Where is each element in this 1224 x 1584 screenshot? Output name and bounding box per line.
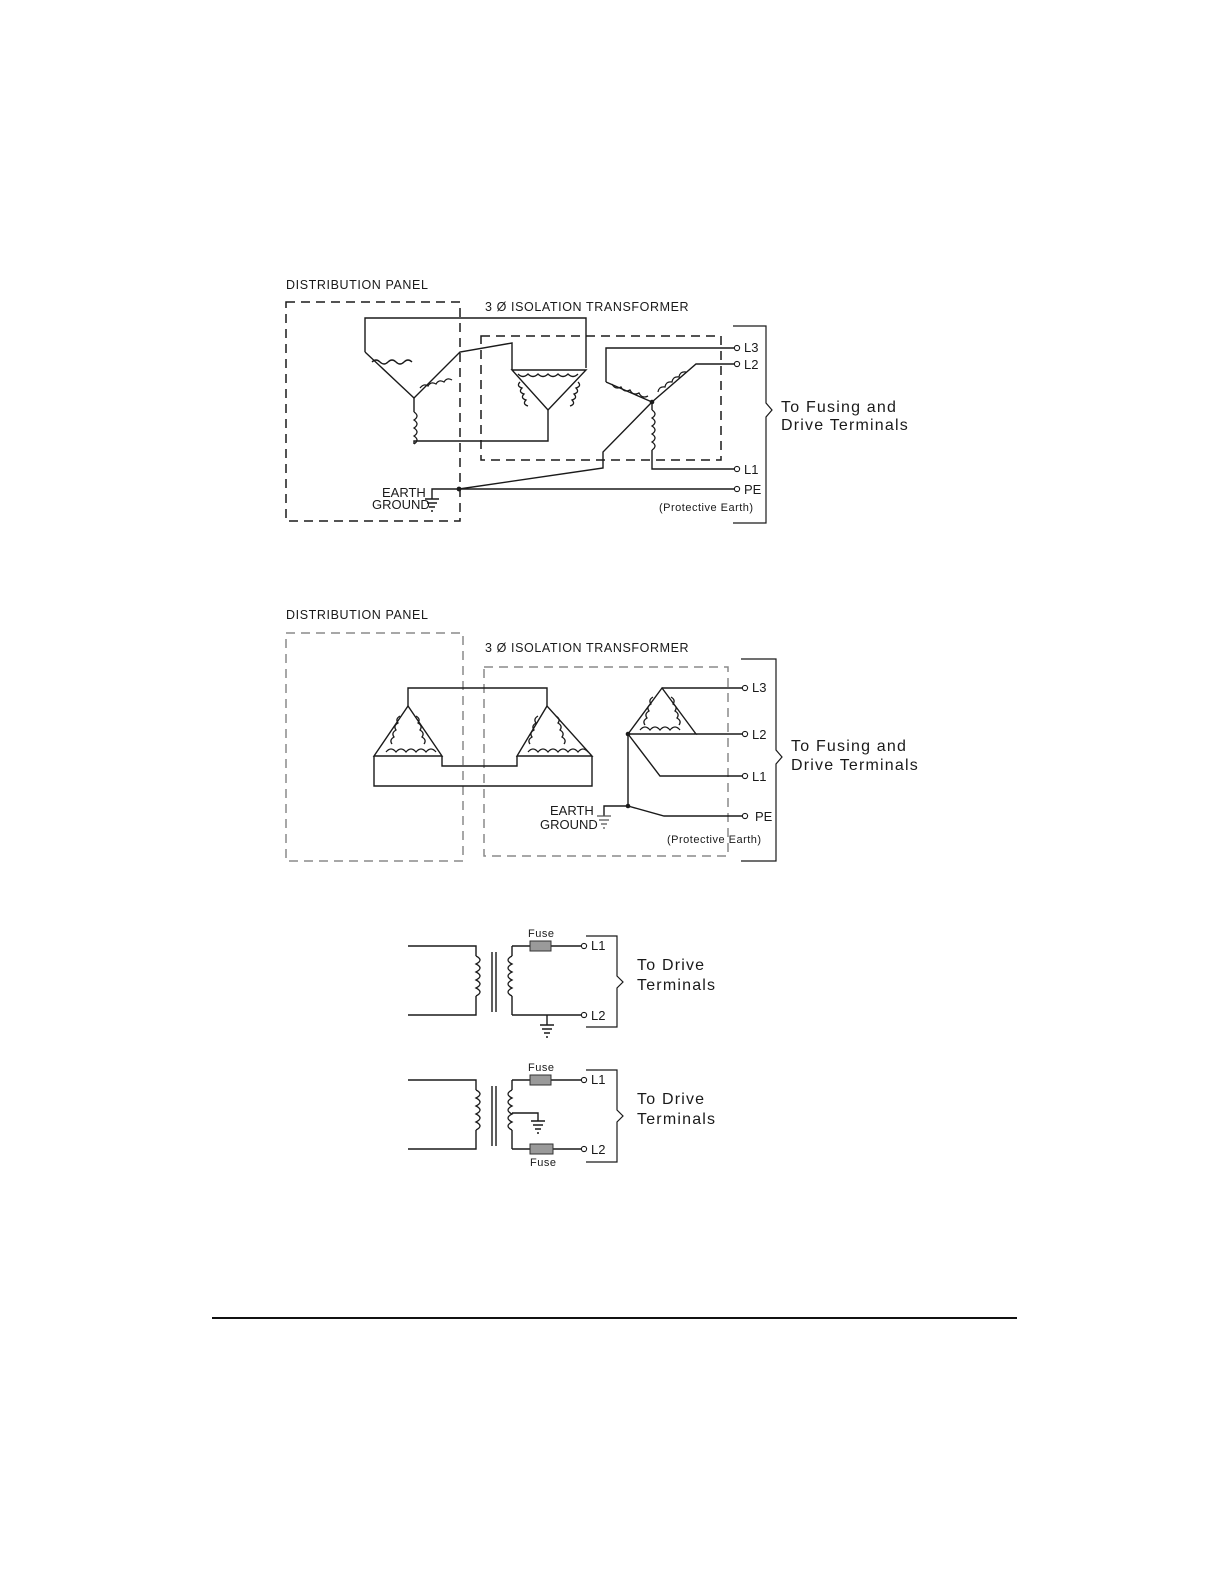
d2-terminal-l3 xyxy=(742,685,747,690)
d1-l2-label: L2 xyxy=(744,357,759,372)
d4-fuse-top-label: Fuse xyxy=(528,1062,555,1074)
d1-panel-label: DISTRIBUTION PANEL xyxy=(286,278,429,292)
d1-l3-label: L3 xyxy=(744,340,759,355)
d1-primary-delta xyxy=(512,370,586,410)
d2-ground-label-1: EARTH xyxy=(550,803,594,818)
d2-terminal-pe xyxy=(742,813,747,818)
diagram-4-single-phase-center-tap xyxy=(408,1062,716,1169)
d1-transformer-label: 3 Ø ISOLATION TRANSFORMER xyxy=(485,300,690,314)
d1-brace-label-1: To Fusing and xyxy=(781,399,898,416)
d1-secondary-wye xyxy=(459,348,735,489)
d1-terminal-l1 xyxy=(734,466,739,471)
d4-terminal-l1 xyxy=(581,1077,586,1082)
d3-terminal-l2 xyxy=(581,1012,586,1017)
d2-brace-label-1: To Fusing and xyxy=(791,738,908,755)
d3-l2-label: L2 xyxy=(591,1008,606,1023)
d2-transformer-label: 3 Ø ISOLATION TRANSFORMER xyxy=(485,641,690,655)
d4-l1-label: L1 xyxy=(591,1072,606,1087)
d2-l1-label: L1 xyxy=(752,769,767,784)
d1-terminal-l2 xyxy=(734,361,739,366)
d3-brace-label-1: To Drive xyxy=(637,957,706,974)
d4-fuse-bottom-label: Fuse xyxy=(530,1157,557,1169)
d2-terminal-l1 xyxy=(742,773,747,778)
d3-ground-icon xyxy=(540,1025,554,1037)
d4-l2-label: L2 xyxy=(591,1142,606,1157)
d4-fuse-bottom xyxy=(530,1144,553,1154)
diagram-2-delta-delta xyxy=(286,608,919,861)
d2-l2-label: L2 xyxy=(752,727,767,742)
d2-pe-label: PE xyxy=(755,809,773,824)
d4-core xyxy=(492,1086,496,1146)
d1-terminal-pe xyxy=(734,486,739,491)
d1-pe-label: PE xyxy=(744,482,762,497)
d3-l1-label: L1 xyxy=(591,938,606,953)
d3-core xyxy=(492,952,496,1012)
d1-l1-label: L1 xyxy=(744,462,759,477)
d2-source-delta xyxy=(374,688,592,786)
d2-l3-label: L3 xyxy=(752,680,767,695)
d4-brace-label-1: To Drive xyxy=(637,1091,706,1108)
diagram-3-single-phase-grounded xyxy=(408,928,716,1037)
d1-terminal-l3 xyxy=(734,345,739,350)
diagram-1-delta-wye-grounded xyxy=(286,278,909,523)
d2-brace-label-2: Drive Terminals xyxy=(791,757,919,774)
d2-primary-delta xyxy=(517,706,592,756)
d2-pe-note: (Protective Earth) xyxy=(667,834,762,846)
d4-ground-icon xyxy=(531,1121,545,1133)
d3-fuse xyxy=(530,941,551,951)
d2-secondary-delta xyxy=(597,688,742,828)
d3-brace-label-2: Terminals xyxy=(637,977,717,994)
d1-ground-label-2: GROUND xyxy=(372,497,430,512)
d3-fuse-label: Fuse xyxy=(528,928,555,940)
d1-pe-note: (Protective Earth) xyxy=(659,502,754,514)
d1-distribution-panel-box xyxy=(286,302,460,521)
d2-ground-label-2: GROUND xyxy=(540,817,598,832)
d2-ground-icon xyxy=(597,816,611,828)
d4-fuse-top xyxy=(530,1075,551,1085)
d4-terminal-l2 xyxy=(581,1146,586,1151)
d3-terminal-l1 xyxy=(581,943,586,948)
d1-source-wye xyxy=(365,318,586,444)
d1-brace-label-2: Drive Terminals xyxy=(781,417,909,434)
d2-transformer-box xyxy=(484,667,728,856)
d2-panel-label: DISTRIBUTION PANEL xyxy=(286,608,429,622)
d4-brace-label-2: Terminals xyxy=(637,1111,717,1128)
d1-ground-label-1: EARTH xyxy=(382,485,426,500)
d2-terminal-l2 xyxy=(742,731,747,736)
